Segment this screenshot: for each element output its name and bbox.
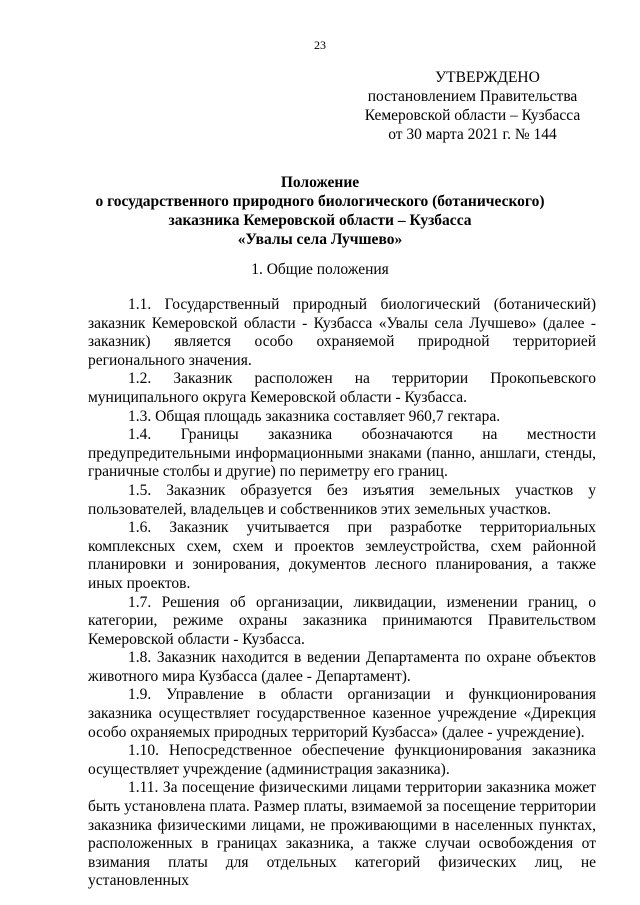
- paragraph-1-7: 1.7. Решения об организации, ликвидации, изменении границ, о категории, режиме охраны заказника принимаются Правительством Кемеровской области - Кузбасса.: [88, 593, 596, 648]
- paragraph-1-11: 1.11. За посещение физическими лицами территории заказника может быть установлена плата. Размер платы, взимаемой за посещение территории заказника физическими лицами, не проживающими в населенных пунктах, расположенных в границах заказника, а также случаи освобождения от взимания платы для отдельных категорий физических лиц, не установленных: [88, 779, 596, 890]
- paragraph-1-3: 1.3. Общая площадь заказника составляет 960,7 гектара.: [128, 407, 501, 425]
- paragraph-1-2: 1.2. Заказник расположен на территории Прокопьевского муниципального округа Кемеровской области - Кузбасса.: [88, 370, 596, 406]
- paragraph-1-10: 1.10. Непосредственное обеспечение функционирования заказника осуществляет учреждение (администрация заказника).: [88, 742, 596, 778]
- approval-line-4: от 30 марта 2021 г. № 144: [388, 126, 557, 143]
- title-line-4: «Увалы села Лучшево»: [237, 231, 403, 248]
- paragraph-1-6: 1.6. Заказник учитывается при разработке территориальных комплексных схем, схем и проектов землеустройства, схем районной планировки и зонирования, документов лесного планирования, а также иных проектов.: [88, 519, 596, 592]
- paragraph-1-5: 1.5. Заказник образуется без изъятия земельных участков у пользователей, владельцев и собственников этих земельных участков.: [88, 481, 596, 518]
- paragraph-1-8: 1.8. Заказник находится в ведении Департамента по охране объектов животного мира Кузбасса (далее - Департамент).: [88, 649, 596, 685]
- title-line-2: о государственного природного биологического (ботанического): [95, 193, 545, 210]
- approval-block: [350, 68, 595, 144]
- approval-line-2: постановлением Правительства: [367, 88, 578, 105]
- section-heading: 1. Общие положения: [251, 261, 389, 278]
- page-number: 23: [314, 38, 326, 52]
- approval-line-3: Кемеровской области – Кузбасса: [364, 107, 581, 124]
- approval-line-1: УТВЕРЖДЕНО: [435, 69, 540, 86]
- document-body: [88, 296, 596, 891]
- paragraph-1-1: 1.1. Государственный природный биологический (ботанический) заказник Кемеровской области - Кузбасса «Увалы села Лучшево» (далее - заказник) является особо охраняемой природной территорией регионального значения.: [88, 296, 596, 369]
- paragraph-1-4: 1.4. Границы заказника обозначаются на местности предупредительными информационными знаками (панно, аншлаги, стенды, граничные столбы и другие) по периметру его границ.: [88, 426, 596, 481]
- document-title: [0, 173, 640, 249]
- title-line-3: заказника Кемеровской области – Кузбасса: [168, 212, 472, 229]
- title-line-1: Положение: [280, 174, 360, 191]
- paragraph-1-9: 1.9. Управление в области организации и функционирования заказника осуществляет государственное казенное учреждение «Дирекция особо охраняемых природных территорий Кузбасса» (далее - учреждение).: [88, 686, 596, 741]
